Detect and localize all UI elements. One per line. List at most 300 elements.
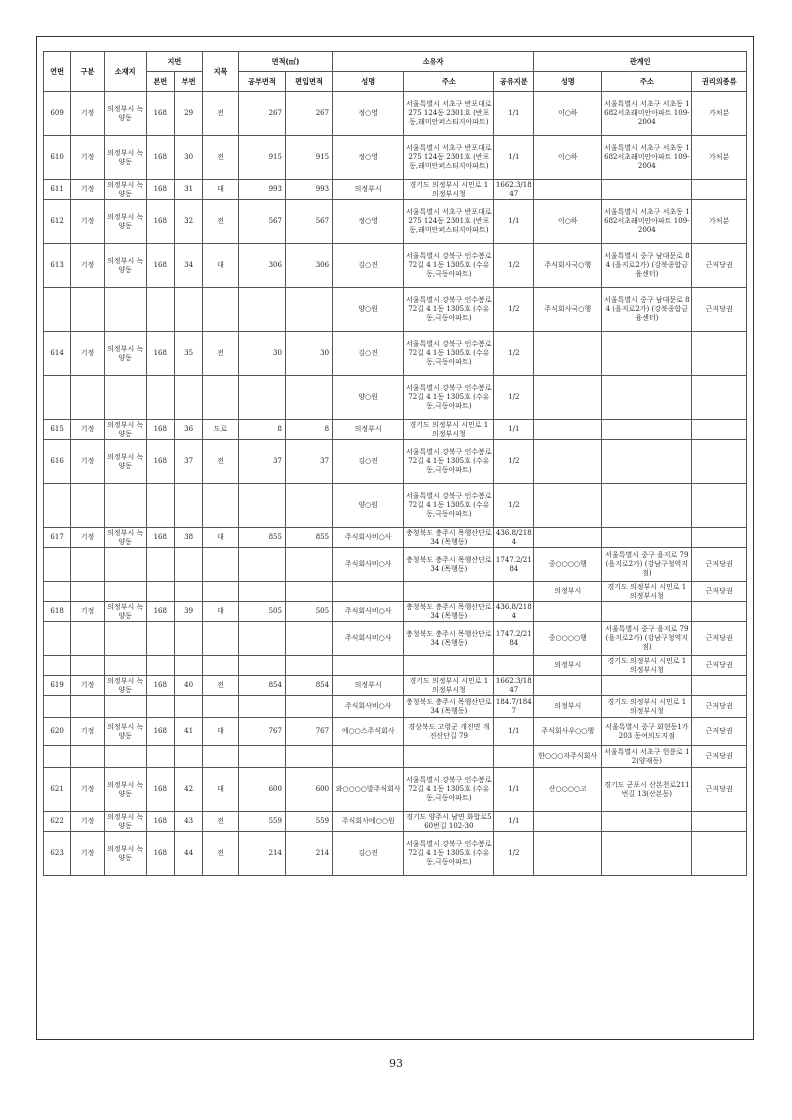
row-no: 617 (44, 528, 71, 548)
row-holder-address (602, 832, 692, 876)
row-lot-sub: 40 (174, 676, 202, 696)
header-owner-share: 공유지분 (494, 72, 534, 92)
row-area-incl: 267 (285, 92, 332, 136)
row-lot-sub (174, 696, 202, 718)
row-lot-sub: 41 (174, 718, 202, 746)
row-category (203, 288, 239, 332)
table-row (44, 696, 747, 718)
table-row (44, 180, 747, 200)
row-no: 618 (44, 602, 71, 622)
row-owner-name: 의정부시 (333, 180, 404, 200)
row-lot-sub: 30 (174, 136, 202, 180)
row-holder-right (692, 420, 747, 440)
row-no (44, 484, 71, 528)
row-area-incl: 505 (285, 602, 332, 622)
table-row (44, 376, 747, 420)
row-holder-right: 가처분 (692, 200, 747, 244)
table-row (44, 832, 747, 876)
row-type: 기정 (71, 528, 105, 548)
row-owner-name (333, 746, 404, 768)
row-holder-name (534, 440, 602, 484)
row-lot-main (146, 622, 174, 656)
row-lot-main: 168 (146, 92, 174, 136)
table-row (44, 746, 747, 768)
table-row (44, 484, 747, 528)
header-holder-address: 주소 (602, 72, 692, 92)
table-row (44, 420, 747, 440)
row-area-incl: 214 (285, 832, 332, 876)
row-holder-right (692, 832, 747, 876)
row-type: 기정 (71, 92, 105, 136)
row-area-public: 855 (238, 528, 285, 548)
row-area-incl (285, 582, 332, 602)
row-owner-name: 정○영 (333, 200, 404, 244)
row-holder-address (602, 528, 692, 548)
row-owner-address (404, 656, 494, 676)
row-category (203, 376, 239, 420)
row-lot-main (146, 746, 174, 768)
row-area-public: 767 (238, 718, 285, 746)
row-category: 대 (203, 180, 239, 200)
row-no: 620 (44, 718, 71, 746)
row-holder-right: 근저당권 (692, 718, 747, 746)
row-area-incl: 30 (285, 332, 332, 376)
row-type (71, 548, 105, 582)
row-area-incl: 37 (285, 440, 332, 484)
row-no (44, 288, 71, 332)
row-holder-name (534, 812, 602, 832)
row-location (104, 582, 146, 602)
header-category: 지목 (203, 52, 239, 92)
ledger-body (44, 92, 747, 876)
row-lot-main: 168 (146, 244, 174, 288)
row-no (44, 622, 71, 656)
row-lot-sub (174, 548, 202, 582)
row-owner-name: 주식회사비○사 (333, 622, 404, 656)
row-holder-name: 주식회사국○행 (534, 244, 602, 288)
row-owner-address: 서울특별시 강북구 인수봉로72길 4 1동 1305호 (수유동,극동아파트) (404, 768, 494, 812)
row-lot-sub: 32 (174, 200, 202, 244)
row-area-incl (285, 656, 332, 676)
row-no: 621 (44, 768, 71, 812)
row-area-incl: 559 (285, 812, 332, 832)
row-owner-address: 서울특별시 강북구 인수봉로72길 4 1동 1305호 (수유동,극동아파트) (404, 244, 494, 288)
row-lot-sub: 42 (174, 768, 202, 812)
row-no: 612 (44, 200, 71, 244)
row-type: 기정 (71, 768, 105, 812)
row-owner-name: 김○진 (333, 440, 404, 484)
row-location (104, 746, 146, 768)
row-holder-right: 근저당권 (692, 746, 747, 768)
table-row (44, 768, 747, 812)
row-location: 의정부시 녹양동 (104, 676, 146, 696)
row-no: 611 (44, 180, 71, 200)
row-no: 622 (44, 812, 71, 832)
row-location: 의정부시 녹양동 (104, 180, 146, 200)
row-no: 616 (44, 440, 71, 484)
row-location (104, 548, 146, 582)
row-lot-sub (174, 746, 202, 768)
row-no (44, 548, 71, 582)
row-holder-name (534, 180, 602, 200)
row-lot-main: 168 (146, 718, 174, 746)
row-location: 의정부시 녹양동 (104, 200, 146, 244)
row-owner-share: 1/1 (494, 768, 534, 812)
header-area-incl: 편입면적 (285, 72, 332, 92)
row-owner-name (333, 582, 404, 602)
row-owner-name: 정○영 (333, 136, 404, 180)
row-owner-address: 충청북도 충주시 목행산단로 34 (목행동) (404, 548, 494, 582)
header-location: 소재지 (104, 52, 146, 92)
row-location: 의정부시 녹양동 (104, 440, 146, 484)
row-owner-share: 1/1 (494, 92, 534, 136)
row-owner-address: 서울특별시 서초구 반포대로 275 124동 2301호 (반포동,래미안퍼스티지아파트) (404, 136, 494, 180)
row-lot-sub: 37 (174, 440, 202, 484)
row-type: 기정 (71, 676, 105, 696)
row-lot-sub (174, 582, 202, 602)
row-area-incl: 854 (285, 676, 332, 696)
table-row (44, 582, 747, 602)
row-category (203, 656, 239, 676)
row-owner-share: 1/1 (494, 136, 534, 180)
row-area-public: 993 (238, 180, 285, 200)
row-owner-address: 충청북도 충주시 목행산단로 34 (목행동) (404, 696, 494, 718)
table-row (44, 528, 747, 548)
row-owner-share: 436.8/2184 (494, 602, 534, 622)
row-owner-name: 주식회사비○사 (333, 696, 404, 718)
row-holder-address: 서울특별시 중구 남대문로 84 (을지로2가) (강북종합금융센터) (602, 244, 692, 288)
table-row (44, 602, 747, 622)
row-holder-address (602, 602, 692, 622)
row-area-public: 600 (238, 768, 285, 812)
row-category (203, 484, 239, 528)
row-holder-address (602, 332, 692, 376)
row-no: 623 (44, 832, 71, 876)
row-lot-sub: 39 (174, 602, 202, 622)
row-owner-share (494, 746, 534, 768)
row-owner-name: 에○○스주식회사 (333, 718, 404, 746)
row-category (203, 746, 239, 768)
row-area-public (238, 484, 285, 528)
row-holder-name: 주식회사우○○행 (534, 718, 602, 746)
row-holder-right: 근저당권 (692, 768, 747, 812)
header-lot-main: 본번 (146, 72, 174, 92)
row-category: 대 (203, 528, 239, 548)
row-category: 전 (203, 332, 239, 376)
row-area-incl (285, 746, 332, 768)
row-holder-right: 근저당권 (692, 696, 747, 718)
land-ledger-table (43, 51, 747, 876)
row-area-public: 8 (238, 420, 285, 440)
row-holder-right: 근저당권 (692, 582, 747, 602)
header-lot-sub: 부번 (174, 72, 202, 92)
row-type: 기정 (71, 602, 105, 622)
row-area-incl (285, 548, 332, 582)
row-type (71, 376, 105, 420)
row-owner-address: 서울특별시 강북구 인수봉로72길 4 1동 1305호 (수유동,극동아파트) (404, 832, 494, 876)
table-row (44, 812, 747, 832)
row-owner-share: 1/2 (494, 244, 534, 288)
table-row (44, 718, 747, 746)
row-owner-share: 1/2 (494, 832, 534, 876)
row-holder-name (534, 676, 602, 696)
row-holder-right (692, 484, 747, 528)
row-lot-sub: 36 (174, 420, 202, 440)
header-owner-name: 성명 (333, 72, 404, 92)
row-holder-right: 근저당권 (692, 656, 747, 676)
row-lot-main: 168 (146, 812, 174, 832)
row-owner-address: 경기도 양주시 남면 화합로560번길 102-30 (404, 812, 494, 832)
row-owner-share: 1/1 (494, 718, 534, 746)
row-lot-sub (174, 288, 202, 332)
row-owner-share: 1/1 (494, 200, 534, 244)
row-no: 614 (44, 332, 71, 376)
row-lot-main: 168 (146, 420, 174, 440)
row-owner-share: 1747.2/2184 (494, 622, 534, 656)
row-holder-address: 서울특별시 중구 을지로 79(을지로2가) (강남구청역지점) (602, 548, 692, 582)
row-owner-address: 경기도 의정부시 시민로 1 의정부시청 (404, 420, 494, 440)
table-row (44, 440, 747, 484)
row-lot-main (146, 696, 174, 718)
row-category (203, 622, 239, 656)
row-lot-main: 168 (146, 332, 174, 376)
row-location (104, 622, 146, 656)
row-type (71, 696, 105, 718)
row-type (71, 622, 105, 656)
row-holder-address: 서울특별시 중구 회현동1가 203 동여의도지점 (602, 718, 692, 746)
header-area: 면적(㎡) (238, 52, 332, 72)
row-area-public: 267 (238, 92, 285, 136)
row-holder-name: 주식회사국○행 (534, 288, 602, 332)
row-no: 613 (44, 244, 71, 288)
row-lot-main (146, 656, 174, 676)
row-lot-sub: 44 (174, 832, 202, 876)
row-holder-name: 한○○○자주식회사 (534, 746, 602, 768)
row-area-incl (285, 696, 332, 718)
row-location: 의정부시 녹양동 (104, 136, 146, 180)
row-type: 기정 (71, 832, 105, 876)
row-location: 의정부시 녹양동 (104, 812, 146, 832)
row-area-public: 306 (238, 244, 285, 288)
row-lot-main: 168 (146, 602, 174, 622)
header-holder: 관계인 (534, 52, 747, 72)
row-lot-main: 168 (146, 528, 174, 548)
row-owner-address: 충청북도 충주시 목행산단로 34 (목행동) (404, 528, 494, 548)
row-type (71, 746, 105, 768)
row-location (104, 288, 146, 332)
row-holder-name (534, 420, 602, 440)
row-holder-address: 경기도 의정부시 시민로 1 의정부시청 (602, 696, 692, 718)
table-row (44, 332, 747, 376)
row-owner-name: 의정부시 (333, 676, 404, 696)
row-owner-name: 양○원 (333, 376, 404, 420)
row-no (44, 696, 71, 718)
row-owner-name: 주식회사비○사 (333, 548, 404, 582)
page-number: 93 (389, 1057, 403, 1070)
row-no (44, 582, 71, 602)
table-row (44, 622, 747, 656)
row-type: 기정 (71, 812, 105, 832)
row-owner-address (404, 746, 494, 768)
row-owner-share: 436.8/2184 (494, 528, 534, 548)
row-lot-main: 168 (146, 200, 174, 244)
row-type (71, 582, 105, 602)
row-type (71, 656, 105, 676)
row-owner-name (333, 656, 404, 676)
header-no: 연번 (44, 52, 71, 92)
row-category (203, 548, 239, 582)
row-category: 전 (203, 832, 239, 876)
row-type: 기정 (71, 332, 105, 376)
row-area-public (238, 376, 285, 420)
row-holder-address: 경기도 군포시 산본천로211번길 13(산본동) (602, 768, 692, 812)
row-owner-share: 1662.3/1847 (494, 676, 534, 696)
row-holder-right (692, 602, 747, 622)
header-owner: 소유자 (333, 52, 534, 72)
row-lot-sub: 34 (174, 244, 202, 288)
row-holder-right: 근저당권 (692, 622, 747, 656)
row-type: 기정 (71, 136, 105, 180)
row-owner-address: 서울특별시 강북구 인수봉로72길 4 1동 1305호 (수유동,극동아파트) (404, 376, 494, 420)
row-category: 전 (203, 440, 239, 484)
row-owner-share: 184.7/1847 (494, 696, 534, 718)
row-owner-share: 1662.3/1847 (494, 180, 534, 200)
row-holder-address: 경기도 의정부시 시민로 1 의정부시청 (602, 582, 692, 602)
row-area-public (238, 622, 285, 656)
header-area-public: 공부면적 (238, 72, 285, 92)
row-holder-name (534, 376, 602, 420)
row-location (104, 696, 146, 718)
row-lot-sub (174, 484, 202, 528)
row-area-incl: 993 (285, 180, 332, 200)
table-row (44, 200, 747, 244)
row-holder-address: 서울특별시 서초구 서초동 1682서초래미안아파트 109-2004 (602, 200, 692, 244)
row-owner-address: 서울특별시 강북구 인수봉로72길 4 1동 1305호 (수유동,극동아파트) (404, 484, 494, 528)
table-row (44, 92, 747, 136)
row-holder-name: 이○하 (534, 200, 602, 244)
row-owner-name: 김○진 (333, 244, 404, 288)
row-lot-sub (174, 622, 202, 656)
row-holder-address (602, 420, 692, 440)
row-category: 대 (203, 244, 239, 288)
row-location: 의정부시 녹양동 (104, 718, 146, 746)
row-area-incl (285, 376, 332, 420)
row-lot-sub: 31 (174, 180, 202, 200)
row-holder-name (534, 602, 602, 622)
row-area-public (238, 696, 285, 718)
row-area-public: 214 (238, 832, 285, 876)
row-lot-main: 168 (146, 832, 174, 876)
row-lot-sub: 43 (174, 812, 202, 832)
row-area-incl (285, 622, 332, 656)
row-location: 의정부시 녹양동 (104, 528, 146, 548)
row-category: 대 (203, 768, 239, 812)
row-owner-name: 주식회사비○사 (333, 528, 404, 548)
row-area-public (238, 288, 285, 332)
row-type: 기정 (71, 440, 105, 484)
row-category: 전 (203, 200, 239, 244)
row-owner-share: 1/1 (494, 420, 534, 440)
row-no: 615 (44, 420, 71, 440)
row-holder-right (692, 812, 747, 832)
row-location: 의정부시 녹양동 (104, 244, 146, 288)
row-area-public: 559 (238, 812, 285, 832)
table-row (44, 548, 747, 582)
row-holder-address: 서울특별시 서초구 서초동 1682서초래미안아파트 109-2004 (602, 136, 692, 180)
header-owner-address: 주소 (404, 72, 494, 92)
row-area-public (238, 548, 285, 582)
row-owner-address: 충청북도 충주시 목행산단로 34 (목행동) (404, 622, 494, 656)
row-lot-sub: 35 (174, 332, 202, 376)
row-lot-sub: 29 (174, 92, 202, 136)
row-lot-main (146, 376, 174, 420)
row-owner-share: 1/2 (494, 440, 534, 484)
row-lot-sub (174, 376, 202, 420)
row-location: 의정부시 녹양동 (104, 420, 146, 440)
row-location: 의정부시 녹양동 (104, 832, 146, 876)
row-lot-main (146, 484, 174, 528)
row-lot-main (146, 288, 174, 332)
row-no (44, 376, 71, 420)
row-owner-share: 1/1 (494, 812, 534, 832)
row-owner-name: 의정부시 (333, 420, 404, 440)
row-holder-address: 서울특별시 중구 을지로 79(을지로2가) (강남구청역지점) (602, 622, 692, 656)
table-row (44, 676, 747, 696)
header-holder-right: 권리의종류 (692, 72, 747, 92)
row-area-incl (285, 288, 332, 332)
row-lot-main: 168 (146, 180, 174, 200)
row-location (104, 484, 146, 528)
row-owner-address: 서울특별시 강북구 인수봉로72길 4 1동 1305호 (수유동,극동아파트) (404, 440, 494, 484)
row-area-incl: 600 (285, 768, 332, 812)
header-type: 구분 (71, 52, 105, 92)
row-lot-main: 168 (146, 676, 174, 696)
row-category (203, 696, 239, 718)
row-no: 609 (44, 92, 71, 136)
row-location (104, 376, 146, 420)
row-owner-share (494, 656, 534, 676)
row-holder-right (692, 440, 747, 484)
row-area-incl: 915 (285, 136, 332, 180)
row-holder-address: 서울특별시 서초구 서초동 1682서초래미안아파트 109-2004 (602, 92, 692, 136)
row-location: 의정부시 녹양동 (104, 602, 146, 622)
row-category: 전 (203, 92, 239, 136)
row-type: 기정 (71, 200, 105, 244)
row-holder-name (534, 832, 602, 876)
row-holder-right (692, 332, 747, 376)
row-owner-name: 김○진 (333, 832, 404, 876)
row-holder-address (602, 440, 692, 484)
row-area-incl: 8 (285, 420, 332, 440)
row-holder-address (602, 812, 692, 832)
row-owner-share: 1747.2/2184 (494, 548, 534, 582)
row-owner-name: 주식회사에○○원 (333, 812, 404, 832)
row-lot-main (146, 582, 174, 602)
row-area-incl: 767 (285, 718, 332, 746)
row-lot-sub (174, 656, 202, 676)
row-owner-address (404, 582, 494, 602)
row-owner-address: 서울특별시 강북구 인수봉로72길 4 1동 1305호 (수유동,극동아파트) (404, 332, 494, 376)
row-owner-share: 1/2 (494, 332, 534, 376)
row-category: 대 (203, 602, 239, 622)
row-holder-name: 중○○○○행 (534, 622, 602, 656)
row-category: 전 (203, 136, 239, 180)
row-category: 도로 (203, 420, 239, 440)
row-lot-main: 168 (146, 440, 174, 484)
row-holder-right (692, 180, 747, 200)
row-holder-name: 중○○○○행 (534, 548, 602, 582)
row-holder-address (602, 484, 692, 528)
